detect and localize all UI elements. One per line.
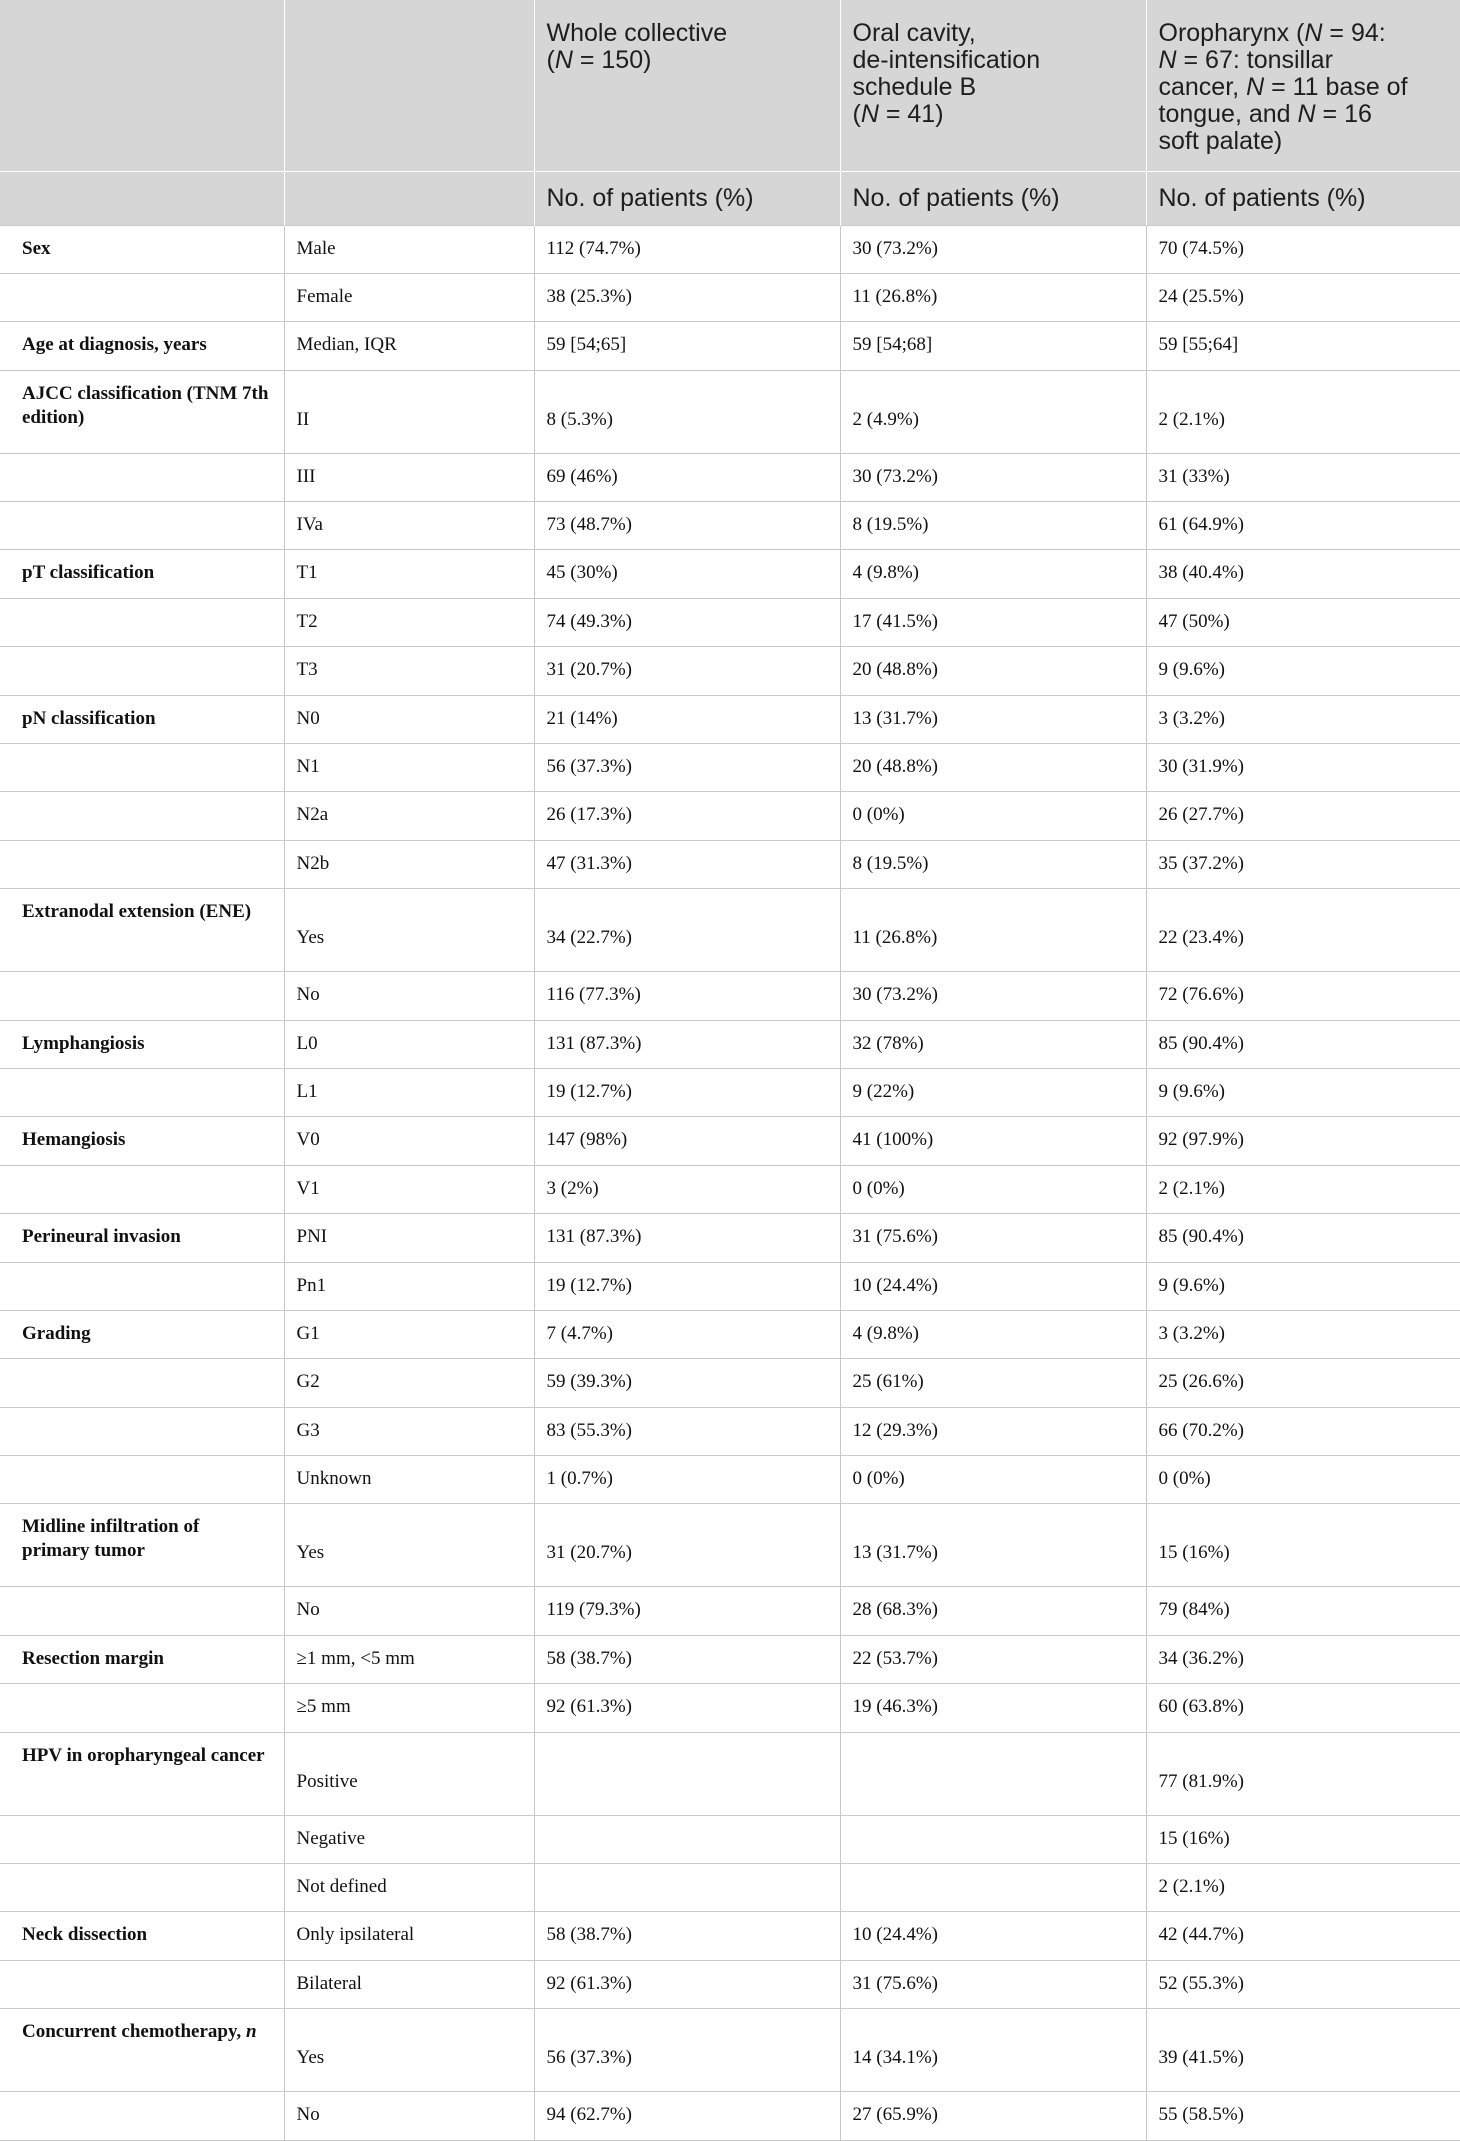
- row-sub-label: T2: [284, 598, 534, 646]
- cell-whole-collective: 58 (38.7%): [534, 1912, 840, 1960]
- header-text: = 67: tonsillar cancer,: [1158, 46, 1333, 101]
- row-group-label: [0, 1165, 284, 1213]
- header-oral-cavity: [840, 0, 1146, 171]
- cell-oral-cavity: [840, 1864, 1146, 1912]
- row-group-label: [0, 225, 284, 273]
- subheader-empty-2: [284, 171, 534, 225]
- row-sub-label: Bilateral: [284, 1960, 534, 2008]
- row-sub-label: T3: [284, 647, 534, 695]
- row-group-text: Perineural invasion: [22, 1226, 181, 1248]
- cell-oral-cavity: 8 (19.5%): [840, 502, 1146, 550]
- table-body: [0, 225, 1460, 2140]
- header-text: = 94:: [1329, 19, 1386, 47]
- cell-oral-cavity: 41 (100%): [840, 1117, 1146, 1165]
- cell-oropharynx: 15 (16%): [1146, 1815, 1460, 1863]
- header-text: N: [1158, 46, 1177, 74]
- row-group-label: [0, 502, 284, 550]
- cell-oropharynx: 24 (25.5%): [1146, 273, 1460, 321]
- cell-oropharynx: 59 [55;64]: [1146, 322, 1460, 370]
- row-sub-label: Negative: [284, 1815, 534, 1863]
- cell-oral-cavity: 10 (24.4%): [840, 1262, 1146, 1310]
- row-group-label: [0, 1815, 284, 1863]
- cell-oropharynx: 25 (26.6%): [1146, 1359, 1460, 1407]
- cell-oropharynx: 66 (70.2%): [1146, 1407, 1460, 1455]
- cell-oropharynx: 52 (55.3%): [1146, 1960, 1460, 2008]
- row-group-label: [0, 792, 284, 840]
- table-row: [0, 1262, 1460, 1310]
- row-group-text: pN classification: [22, 707, 156, 729]
- cell-whole-collective: 56 (37.3%): [534, 2009, 840, 2092]
- table-row: [0, 1359, 1460, 1407]
- cell-whole-collective: 112 (74.7%): [534, 225, 840, 273]
- subheader-oral: No. of patients (%): [840, 171, 1146, 225]
- row-group-label: [0, 1310, 284, 1358]
- table-row: [0, 1214, 1460, 1262]
- row-group-text: AJCC classification (TNM 7th edition): [22, 382, 269, 428]
- row-group-label: [0, 1214, 284, 1262]
- row-group-label: [0, 322, 284, 370]
- row-sub-label: N2b: [284, 840, 534, 888]
- row-group-label: [0, 2009, 284, 2092]
- table-row: [0, 1310, 1460, 1358]
- cell-whole-collective: [534, 1815, 840, 1863]
- row-group-label: [0, 647, 284, 695]
- header-text: = 41): [878, 100, 944, 128]
- row-group-label: [0, 2092, 284, 2140]
- table-row: [0, 695, 1460, 743]
- cell-oral-cavity: [840, 1815, 1146, 1863]
- cell-whole-collective: 21 (14%): [534, 695, 840, 743]
- header-empty-1: [0, 0, 284, 171]
- row-sub-label: Pn1: [284, 1262, 534, 1310]
- cell-oral-cavity: 30 (73.2%): [840, 225, 1146, 273]
- cell-oral-cavity: 27 (65.9%): [840, 2092, 1146, 2140]
- cell-oral-cavity: 25 (61%): [840, 1359, 1146, 1407]
- header-text: = 16 soft palate): [1158, 100, 1372, 155]
- row-group-text: Neck dissection: [22, 1924, 148, 1946]
- cell-oral-cavity: 59 [54;68]: [840, 322, 1146, 370]
- row-sub-label: III: [284, 453, 534, 501]
- cell-oropharynx: 55 (58.5%): [1146, 2092, 1460, 2140]
- table-row: [0, 1407, 1460, 1455]
- subheader-empty-1: [0, 171, 284, 225]
- cell-whole-collective: 59 (39.3%): [534, 1359, 840, 1407]
- cell-whole-collective: 116 (77.3%): [534, 972, 840, 1020]
- row-group-label: [0, 1864, 284, 1912]
- row-sub-label: V0: [284, 1117, 534, 1165]
- header-empty-2: [284, 0, 534, 171]
- header-text: N: [554, 46, 573, 74]
- cell-oral-cavity: 28 (68.3%): [840, 1587, 1146, 1635]
- cell-whole-collective: 83 (55.3%): [534, 1407, 840, 1455]
- row-group-text: Age at diagnosis, years: [22, 334, 207, 356]
- row-sub-label: Yes: [284, 889, 534, 972]
- table-row: [0, 840, 1460, 888]
- row-sub-label: Positive: [284, 1732, 534, 1815]
- cell-oropharynx: 77 (81.9%): [1146, 1732, 1460, 1815]
- cell-oral-cavity: 14 (34.1%): [840, 2009, 1146, 2092]
- subheader-row: [0, 171, 1460, 225]
- row-group-text: HPV in oropharyngeal cancer: [22, 1744, 265, 1766]
- row-group-text: Sex: [22, 237, 51, 259]
- cell-oropharynx: 85 (90.4%): [1146, 1214, 1460, 1262]
- row-group-label: [0, 1262, 284, 1310]
- cell-whole-collective: 131 (87.3%): [534, 1020, 840, 1068]
- row-group-label: [0, 1504, 284, 1587]
- cell-oral-cavity: 0 (0%): [840, 1165, 1146, 1213]
- cell-oropharynx: 60 (63.8%): [1146, 1684, 1460, 1732]
- row-sub-label: G1: [284, 1310, 534, 1358]
- cell-oropharynx: 3 (3.2%): [1146, 1310, 1460, 1358]
- table-row: [0, 1635, 1460, 1683]
- row-group-label: [0, 1684, 284, 1732]
- cell-oral-cavity: 0 (0%): [840, 792, 1146, 840]
- cell-oropharynx: 61 (64.9%): [1146, 502, 1460, 550]
- row-group-label: [0, 744, 284, 792]
- cell-oral-cavity: 12 (29.3%): [840, 1407, 1146, 1455]
- cell-oropharynx: 15 (16%): [1146, 1504, 1460, 1587]
- cell-whole-collective: 92 (61.3%): [534, 1960, 840, 2008]
- cell-whole-collective: 3 (2%): [534, 1165, 840, 1213]
- row-group-label: [0, 370, 284, 453]
- table-row: [0, 502, 1460, 550]
- cell-oropharynx: 9 (9.6%): [1146, 647, 1460, 695]
- cell-whole-collective: [534, 1732, 840, 1815]
- header-text: N: [860, 100, 879, 128]
- row-sub-label: No: [284, 2092, 534, 2140]
- cell-whole-collective: 7 (4.7%): [534, 1310, 840, 1358]
- row-sub-label: Not defined: [284, 1864, 534, 1912]
- header-row: [0, 0, 1460, 171]
- cell-whole-collective: 38 (25.3%): [534, 273, 840, 321]
- table-row: [0, 1684, 1460, 1732]
- table-row: [0, 598, 1460, 646]
- row-group-label: [0, 972, 284, 1020]
- cell-whole-collective: 73 (48.7%): [534, 502, 840, 550]
- cell-oropharynx: 2 (2.1%): [1146, 1165, 1460, 1213]
- row-group-label: [0, 1456, 284, 1504]
- cell-oropharynx: 85 (90.4%): [1146, 1020, 1460, 1068]
- table-row: [0, 273, 1460, 321]
- row-sub-label: No: [284, 1587, 534, 1635]
- cell-oropharynx: 0 (0%): [1146, 1456, 1460, 1504]
- cell-whole-collective: 56 (37.3%): [534, 744, 840, 792]
- table-row: [0, 1587, 1460, 1635]
- cell-oropharynx: 38 (40.4%): [1146, 550, 1460, 598]
- table-row: [0, 225, 1460, 273]
- table-row: [0, 2009, 1460, 2092]
- row-group-label: [0, 1587, 284, 1635]
- header-whole-collective: [534, 0, 840, 171]
- row-sub-label: Female: [284, 273, 534, 321]
- row-sub-label: Male: [284, 225, 534, 273]
- header-text: N: [1304, 19, 1323, 47]
- cell-oropharynx: 2 (2.1%): [1146, 370, 1460, 453]
- table-row: [0, 647, 1460, 695]
- cell-oral-cavity: 13 (31.7%): [840, 1504, 1146, 1587]
- row-sub-label: T1: [284, 550, 534, 598]
- table-row: [0, 1020, 1460, 1068]
- header-text: N: [1246, 73, 1265, 101]
- cell-oral-cavity: 30 (73.2%): [840, 453, 1146, 501]
- row-group-label: [0, 695, 284, 743]
- row-group-label: [0, 1020, 284, 1068]
- cell-oral-cavity: 32 (78%): [840, 1020, 1146, 1068]
- table-row: [0, 1504, 1460, 1587]
- table-row: [0, 744, 1460, 792]
- cell-whole-collective: 131 (87.3%): [534, 1214, 840, 1262]
- row-group-label: [0, 1117, 284, 1165]
- table-row: [0, 1165, 1460, 1213]
- cell-oropharynx: 47 (50%): [1146, 598, 1460, 646]
- row-group-label: [0, 1960, 284, 2008]
- table-row: [0, 1912, 1460, 1960]
- cell-whole-collective: 31 (20.7%): [534, 647, 840, 695]
- row-group-label: [0, 1407, 284, 1455]
- cell-oropharynx: 30 (31.9%): [1146, 744, 1460, 792]
- cell-oral-cavity: 20 (48.8%): [840, 744, 1146, 792]
- table-row: [0, 1456, 1460, 1504]
- row-group-text: Grading: [22, 1322, 91, 1344]
- cell-oral-cavity: 31 (75.6%): [840, 1214, 1146, 1262]
- cell-whole-collective: 69 (46%): [534, 453, 840, 501]
- header-text: N: [1297, 100, 1316, 128]
- cell-oral-cavity: 20 (48.8%): [840, 647, 1146, 695]
- cell-whole-collective: [534, 1864, 840, 1912]
- row-sub-label: N2a: [284, 792, 534, 840]
- header-text: Oral cavity, de-intensification schedule B (: [852, 19, 1041, 128]
- cell-oropharynx: 9 (9.6%): [1146, 1262, 1460, 1310]
- row-sub-label: V1: [284, 1165, 534, 1213]
- row-group-text: Resection margin: [22, 1647, 164, 1669]
- row-group-label: [0, 273, 284, 321]
- table-row: [0, 1815, 1460, 1863]
- table-header: [0, 0, 1460, 225]
- cell-oral-cavity: [840, 1732, 1146, 1815]
- header-text: Whole collective (: [546, 19, 728, 74]
- row-group-label: [0, 1068, 284, 1116]
- row-sub-label: N1: [284, 744, 534, 792]
- cell-oral-cavity: 4 (9.8%): [840, 1310, 1146, 1358]
- row-group-label: [0, 1912, 284, 1960]
- cell-whole-collective: 31 (20.7%): [534, 1504, 840, 1587]
- row-group-text: Extranodal extension (ENE): [22, 901, 252, 923]
- cell-oral-cavity: 10 (24.4%): [840, 1912, 1146, 1960]
- cell-oral-cavity: 19 (46.3%): [840, 1684, 1146, 1732]
- row-sub-label: L1: [284, 1068, 534, 1116]
- cell-oral-cavity: 2 (4.9%): [840, 370, 1146, 453]
- table-row: [0, 453, 1460, 501]
- row-sub-label: N0: [284, 695, 534, 743]
- subheader-whole: No. of patients (%): [534, 171, 840, 225]
- cell-oropharynx: 39 (41.5%): [1146, 2009, 1460, 2092]
- cell-whole-collective: 26 (17.3%): [534, 792, 840, 840]
- row-group-label: [0, 1732, 284, 1815]
- row-group-label: [0, 1359, 284, 1407]
- table-row: [0, 322, 1460, 370]
- header-text: = 11 base of tongue, and: [1158, 73, 1408, 128]
- row-sub-label: Yes: [284, 1504, 534, 1587]
- table-row: [0, 2092, 1460, 2140]
- table-row: [0, 370, 1460, 453]
- cell-oral-cavity: 30 (73.2%): [840, 972, 1146, 1020]
- row-sub-label: No: [284, 972, 534, 1020]
- row-sub-label: ≥1 mm, <5 mm: [284, 1635, 534, 1683]
- table-row: [0, 1960, 1460, 2008]
- cell-whole-collective: 92 (61.3%): [534, 1684, 840, 1732]
- header-text: Oropharynx (: [1158, 19, 1305, 47]
- cell-oropharynx: 35 (37.2%): [1146, 840, 1460, 888]
- cell-whole-collective: 47 (31.3%): [534, 840, 840, 888]
- row-group-text: Midline infiltration of primary tumor: [22, 1516, 200, 1562]
- row-sub-label: Median, IQR: [284, 322, 534, 370]
- cell-oral-cavity: 13 (31.7%): [840, 695, 1146, 743]
- row-group-label: [0, 840, 284, 888]
- cell-oral-cavity: 8 (19.5%): [840, 840, 1146, 888]
- row-sub-label: G3: [284, 1407, 534, 1455]
- cell-oropharynx: 3 (3.2%): [1146, 695, 1460, 743]
- table-row: [0, 1068, 1460, 1116]
- cell-oropharynx: 22 (23.4%): [1146, 889, 1460, 972]
- row-sub-label: Yes: [284, 2009, 534, 2092]
- cell-oral-cavity: 11 (26.8%): [840, 273, 1146, 321]
- table-row: [0, 889, 1460, 972]
- table-row: [0, 1732, 1460, 1815]
- table-row: [0, 1864, 1460, 1912]
- cell-whole-collective: 119 (79.3%): [534, 1587, 840, 1635]
- row-sub-label: IVa: [284, 502, 534, 550]
- header-text: = 150): [572, 46, 652, 74]
- row-sub-label: PNI: [284, 1214, 534, 1262]
- row-group-italic: n: [245, 2021, 257, 2043]
- row-group-text: Hemangiosis: [22, 1129, 126, 1151]
- cell-oropharynx: 72 (76.6%): [1146, 972, 1460, 1020]
- row-sub-label: ≥5 mm: [284, 1684, 534, 1732]
- cell-oral-cavity: 9 (22%): [840, 1068, 1146, 1116]
- row-group-label: [0, 550, 284, 598]
- row-group-text: Lymphangiosis: [22, 1032, 145, 1054]
- row-group-label: [0, 598, 284, 646]
- cell-whole-collective: 8 (5.3%): [534, 370, 840, 453]
- cell-oropharynx: 2 (2.1%): [1146, 1864, 1460, 1912]
- cell-oral-cavity: 4 (9.8%): [840, 550, 1146, 598]
- cell-oral-cavity: 0 (0%): [840, 1456, 1146, 1504]
- cell-oropharynx: 26 (27.7%): [1146, 792, 1460, 840]
- row-group-label: [0, 1635, 284, 1683]
- cell-oral-cavity: 22 (53.7%): [840, 1635, 1146, 1683]
- row-sub-label: Only ipsilateral: [284, 1912, 534, 1960]
- cell-oropharynx: 79 (84%): [1146, 1587, 1460, 1635]
- cell-oropharynx: 34 (36.2%): [1146, 1635, 1460, 1683]
- cell-whole-collective: 59 [54;65]: [534, 322, 840, 370]
- cell-oropharynx: 92 (97.9%): [1146, 1117, 1460, 1165]
- row-sub-label: II: [284, 370, 534, 453]
- cell-whole-collective: 45 (30%): [534, 550, 840, 598]
- row-group-label: [0, 453, 284, 501]
- table-row: [0, 1117, 1460, 1165]
- row-sub-label: Unknown: [284, 1456, 534, 1504]
- cell-whole-collective: 1 (0.7%): [534, 1456, 840, 1504]
- cell-whole-collective: 19 (12.7%): [534, 1068, 840, 1116]
- cell-whole-collective: 147 (98%): [534, 1117, 840, 1165]
- cell-whole-collective: 19 (12.7%): [534, 1262, 840, 1310]
- cell-whole-collective: 58 (38.7%): [534, 1635, 840, 1683]
- subheader-oro: No. of patients (%): [1146, 171, 1460, 225]
- cell-oropharynx: 9 (9.6%): [1146, 1068, 1460, 1116]
- cell-whole-collective: 34 (22.7%): [534, 889, 840, 972]
- cell-oropharynx: 31 (33%): [1146, 453, 1460, 501]
- table-row: [0, 792, 1460, 840]
- cell-whole-collective: 94 (62.7%): [534, 2092, 840, 2140]
- table-row: [0, 550, 1460, 598]
- row-group-text: pT classification: [22, 562, 155, 584]
- row-group-text: Concurrent chemotherapy,: [22, 2021, 246, 2043]
- table-row: [0, 972, 1460, 1020]
- cell-oral-cavity: 11 (26.8%): [840, 889, 1146, 972]
- cell-oral-cavity: 17 (41.5%): [840, 598, 1146, 646]
- cell-oropharynx: 42 (44.7%): [1146, 1912, 1460, 1960]
- cell-whole-collective: 74 (49.3%): [534, 598, 840, 646]
- cell-oral-cavity: 31 (75.6%): [840, 1960, 1146, 2008]
- row-sub-label: L0: [284, 1020, 534, 1068]
- cell-oropharynx: 70 (74.5%): [1146, 225, 1460, 273]
- row-group-label: [0, 889, 284, 972]
- header-oropharynx: [1146, 0, 1460, 171]
- row-sub-label: G2: [284, 1359, 534, 1407]
